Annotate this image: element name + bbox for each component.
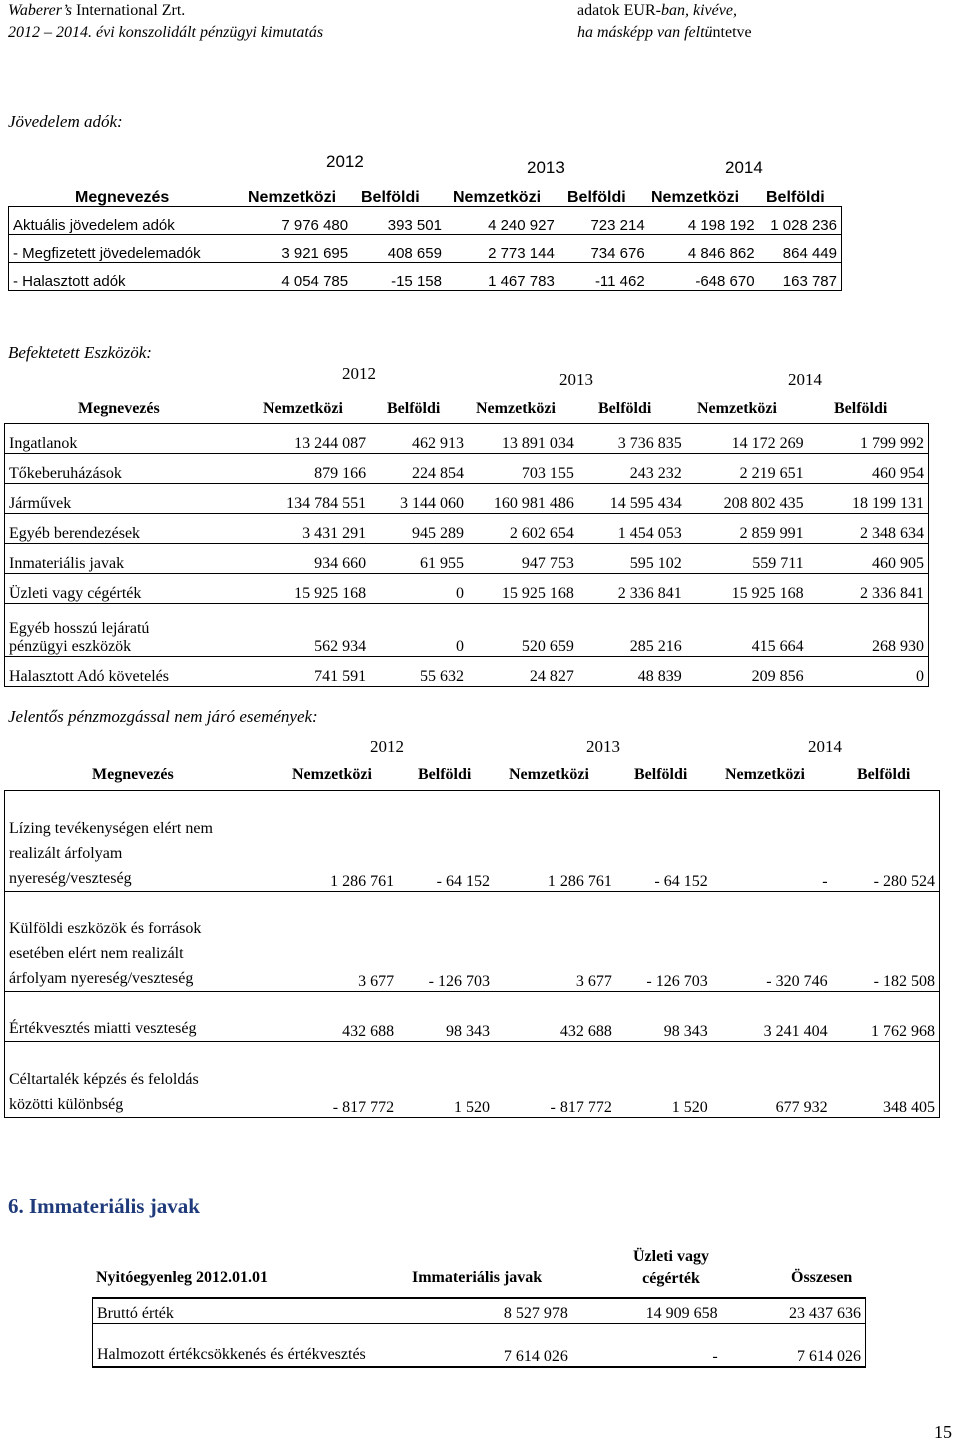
table-cell: - 182 508 — [832, 892, 940, 992]
income-tax-year-2012: 2012 — [326, 152, 364, 171]
noncash-col-dom-2013: Belföldi — [634, 766, 688, 783]
table-cell: 677 932 — [712, 1042, 832, 1118]
table-cell: - 817 772 — [246, 1042, 398, 1118]
doc-currency-note-2 — [577, 24, 752, 42]
table-cell: 224 854 — [370, 454, 468, 484]
section-6-heading: 6. Immateriális javak — [8, 1194, 200, 1218]
table-cell: 723 214 — [559, 207, 649, 235]
table-cell: - Halasztott adók — [9, 263, 249, 291]
table-cell: 2 859 991 — [686, 514, 808, 544]
noncash-table — [4, 790, 940, 1118]
table-cell: 460 954 — [808, 454, 929, 484]
table-cell: 945 289 — [370, 514, 468, 544]
table-cell: 4 846 862 — [649, 235, 759, 263]
table-cell: 1 520 — [398, 1042, 494, 1118]
table-cell: 734 676 — [559, 235, 649, 263]
assets-col-dom-2012: Belföldi — [387, 400, 441, 417]
table-row — [5, 791, 940, 892]
table-cell: 208 802 435 — [686, 484, 808, 514]
table-cell: 23 437 636 — [722, 1298, 866, 1323]
table-row — [5, 992, 940, 1042]
table-cell: - 64 152 — [398, 791, 494, 892]
table-cell: - 126 703 — [616, 892, 712, 992]
income-tax-col-name: Megnevezés — [75, 189, 170, 206]
income-tax-title: Jövedelem adók: — [8, 112, 123, 131]
table-cell: 4 054 785 — [248, 263, 352, 291]
income-tax-col-dom-2014: Belföldi — [766, 189, 825, 206]
doc-company-header — [8, 2, 185, 20]
table-row — [5, 657, 929, 687]
table-cell: 595 102 — [578, 544, 686, 574]
table-cell: -11 462 — [559, 263, 649, 291]
table-cell: 1 286 761 — [494, 791, 616, 892]
table-cell: 7 614 026 — [392, 1323, 572, 1367]
table-cell: 1 454 053 — [578, 514, 686, 544]
table-cell: - 320 746 — [712, 892, 832, 992]
table-cell: 15 925 168 — [256, 574, 370, 604]
table-cell: 460 905 — [808, 544, 929, 574]
table-cell: 408 659 — [352, 235, 446, 263]
table-cell: 864 449 — [759, 235, 842, 263]
table-cell: 61 955 — [370, 544, 468, 574]
table-cell: 934 660 — [256, 544, 370, 574]
table-cell: 160 981 486 — [468, 484, 578, 514]
table-cell: 2 336 841 — [578, 574, 686, 604]
table-cell: 462 913 — [370, 424, 468, 454]
noncash-col-name: Megnevezés — [92, 766, 174, 783]
income-tax-year-2014: 2014 — [725, 158, 763, 177]
table-cell: 13 891 034 — [468, 424, 578, 454]
assets-col-int-2013: Nemzetközi — [476, 400, 556, 417]
table-cell: Inmateriális javak — [5, 544, 257, 574]
table-cell: 1 520 — [616, 1042, 712, 1118]
table-cell: -15 158 — [352, 263, 446, 291]
table-row — [5, 514, 929, 544]
table-cell: 415 664 — [686, 604, 808, 657]
report-years: 2012 – 2014. — [8, 24, 92, 41]
table-cell: 4 240 927 — [446, 207, 559, 235]
table-cell: 2 336 841 — [808, 574, 929, 604]
table-row — [5, 892, 940, 992]
table-cell: 0 — [808, 657, 929, 687]
noncash-col-dom-2014: Belföldi — [857, 766, 911, 783]
income-tax-year-2013: 2013 — [527, 158, 565, 177]
table-cell: 15 925 168 — [686, 574, 808, 604]
table-cell: 7 976 480 — [248, 207, 352, 235]
table-cell: 3 144 060 — [370, 484, 468, 514]
table-row — [5, 424, 929, 454]
intangibles-col-total: Összesen — [791, 1269, 853, 1286]
table-row — [93, 1298, 866, 1323]
income-tax-col-int-2013: Nemzetközi — [453, 189, 542, 206]
income-tax-col-int-2014: Nemzetközi — [651, 189, 740, 206]
table-cell: 0 — [370, 574, 468, 604]
assets-col-int-2012: Nemzetközi — [263, 400, 343, 417]
table-cell: 13 244 087 — [256, 424, 370, 454]
table-cell: - — [712, 791, 832, 892]
table-cell: 3 431 291 — [256, 514, 370, 544]
table-cell: - 817 772 — [494, 1042, 616, 1118]
table-row — [5, 454, 929, 484]
table-cell: 3 921 695 — [248, 235, 352, 263]
table-cell: 2 773 144 — [446, 235, 559, 263]
table-cell: 703 155 — [468, 454, 578, 484]
noncash-col-int-2013: Nemzetközi — [509, 766, 589, 783]
noncash-col-dom-2012: Belföldi — [418, 766, 472, 783]
table-cell: 98 343 — [398, 992, 494, 1042]
table-cell: 947 753 — [468, 544, 578, 574]
table-cell: 3 677 — [246, 892, 398, 992]
table-cell: 15 925 168 — [468, 574, 578, 604]
table-cell: 1 467 783 — [446, 263, 559, 291]
table-cell: 285 216 — [578, 604, 686, 657]
company-name-part: Waberer’s — [8, 2, 73, 19]
table-cell: 7 614 026 — [722, 1323, 866, 1367]
doc-currency-note — [577, 2, 737, 20]
table-cell: -648 670 — [649, 263, 759, 291]
table-row — [9, 207, 842, 235]
table-cell: - — [572, 1323, 722, 1367]
income-tax-col-int-2012: Nemzetközi — [248, 189, 337, 206]
table-cell: 24 827 — [468, 657, 578, 687]
table-cell: Bruttó érték — [93, 1298, 393, 1323]
assets-title: Befektetett Eszközök: — [8, 343, 152, 362]
noncash-col-int-2012: Nemzetközi — [292, 766, 372, 783]
table-cell: 741 591 — [256, 657, 370, 687]
intangibles-col-goodwill: Üzleti vagy cégérték — [633, 1248, 709, 1287]
table-row — [5, 544, 929, 574]
table-cell: - 64 152 — [616, 791, 712, 892]
income-tax-col-dom-2013: Belföldi — [567, 189, 626, 206]
table-cell: 18 199 131 — [808, 484, 929, 514]
report-name: évi konszolidált pénzügyi kimutatás — [96, 24, 324, 41]
table-cell: 393 501 — [352, 207, 446, 235]
table-cell: Egyéb hosszú lejáratú pénzügyi eszközök — [5, 604, 257, 657]
table-row — [5, 484, 929, 514]
table-cell: 209 856 — [686, 657, 808, 687]
currency-note-d: ntetve — [712, 24, 752, 41]
table-cell: Halasztott Adó követelés — [5, 657, 257, 687]
table-cell: Halmozott értékcsökkenés és értékvesztés — [93, 1323, 393, 1367]
table-cell: 98 343 — [616, 992, 712, 1042]
intangibles-table — [92, 1297, 866, 1368]
table-row — [5, 604, 929, 657]
assets-col-name: Megnevezés — [78, 400, 160, 417]
noncash-year-2013: 2013 — [586, 737, 620, 756]
table-cell: Lízing tevékenységen elért nem realizált árfolyam nyereség/veszteség — [5, 791, 247, 892]
table-cell: 8 527 978 — [392, 1298, 572, 1323]
noncash-col-int-2014: Nemzetközi — [725, 766, 805, 783]
table-cell: 562 934 — [256, 604, 370, 657]
table-row — [5, 574, 929, 604]
table-cell: 2 219 651 — [686, 454, 808, 484]
table-cell: 4 198 192 — [649, 207, 759, 235]
table-cell: 879 166 — [256, 454, 370, 484]
table-cell: 48 839 — [578, 657, 686, 687]
income-tax-table — [8, 206, 842, 291]
table-cell: Járművek — [5, 484, 257, 514]
table-cell: Tőkeberuházások — [5, 454, 257, 484]
table-cell: 2 348 634 — [808, 514, 929, 544]
table-cell: 243 232 — [578, 454, 686, 484]
company-name-rest: International Zrt. — [76, 2, 186, 19]
currency-note-a: adatok EUR- — [577, 2, 661, 19]
table-cell: - 126 703 — [398, 892, 494, 992]
table-cell: 3 677 — [494, 892, 616, 992]
table-cell: Külföldi eszközök és források esetében elért nem realizált árfolyam nyereség/veszteség — [5, 892, 247, 992]
table-cell: 432 688 — [494, 992, 616, 1042]
table-cell: Egyéb berendezések — [5, 514, 257, 544]
table-cell: Ingatlanok — [5, 424, 257, 454]
assets-col-int-2014: Nemzetközi — [697, 400, 777, 417]
assets-col-dom-2013: Belföldi — [598, 400, 652, 417]
noncash-year-2014: 2014 — [808, 737, 842, 756]
table-row — [93, 1323, 866, 1367]
intangibles-col-name: Nyitóegyenleg 2012.01.01 — [96, 1269, 268, 1286]
table-cell: 268 930 — [808, 604, 929, 657]
table-cell: 432 688 — [246, 992, 398, 1042]
assets-year-2014: 2014 — [788, 370, 822, 389]
table-cell: Értékvesztés miatti veszteség — [5, 992, 247, 1042]
assets-col-dom-2014: Belföldi — [834, 400, 888, 417]
table-cell: 14 172 269 — [686, 424, 808, 454]
currency-note-b: ban, kivéve, — [660, 2, 737, 19]
noncash-year-2012: 2012 — [370, 737, 404, 756]
table-cell: 520 659 — [468, 604, 578, 657]
table-row — [9, 235, 842, 263]
table-cell: Céltartalék képzés és feloldás közötti különbség — [5, 1042, 247, 1118]
table-cell: 348 405 — [832, 1042, 940, 1118]
table-row — [9, 263, 842, 291]
intangibles-col-immaterial: Immateriális javak — [412, 1269, 543, 1286]
table-cell: 559 711 — [686, 544, 808, 574]
table-cell: 55 632 — [370, 657, 468, 687]
table-cell: 3 736 835 — [578, 424, 686, 454]
table-cell: 2 602 654 — [468, 514, 578, 544]
table-cell: 1 762 968 — [832, 992, 940, 1042]
table-cell: Üzleti vagy cégérték — [5, 574, 257, 604]
assets-year-2012: 2012 — [342, 364, 376, 383]
table-cell: 1 799 992 — [808, 424, 929, 454]
table-cell: 163 787 — [759, 263, 842, 291]
noncash-title: Jelentős pénzmozgással nem járó események: — [8, 707, 318, 726]
income-tax-col-dom-2012: Belföldi — [361, 189, 420, 206]
table-cell: 134 784 551 — [256, 484, 370, 514]
currency-note-c: ha másképp van feltü — [577, 24, 713, 41]
table-cell: 3 241 404 — [712, 992, 832, 1042]
page-number: 15 — [934, 1422, 952, 1442]
table-cell: 1 028 236 — [759, 207, 842, 235]
table-cell: 1 286 761 — [246, 791, 398, 892]
assets-year-2013: 2013 — [559, 370, 593, 389]
table-cell: - 280 524 — [832, 791, 940, 892]
assets-table — [4, 423, 929, 687]
doc-report-title — [8, 24, 323, 42]
table-cell: - Megfizetett jövedelemadók — [9, 235, 249, 263]
table-row — [5, 1042, 940, 1118]
table-cell: 14 909 658 — [572, 1298, 722, 1323]
table-cell: Aktuális jövedelem adók — [9, 207, 249, 235]
table-cell: 0 — [370, 604, 468, 657]
table-cell: 14 595 434 — [578, 484, 686, 514]
